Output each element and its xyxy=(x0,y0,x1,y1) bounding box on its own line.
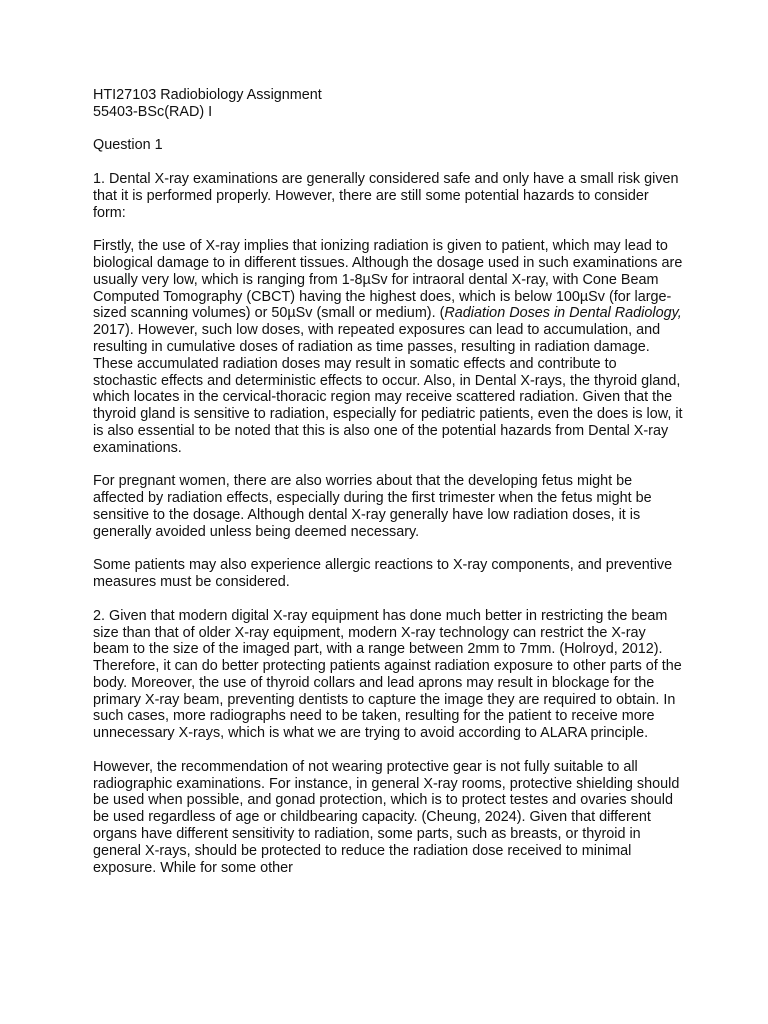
paragraph-hazards-intro: 1. Dental X-ray examinations are generally considered safe and only have a small risk given that it is performed properly. However, there are still some potential hazards to consider form: xyxy=(93,170,679,221)
course-title: HTI27103 Radiobiology Assignment xyxy=(93,87,322,103)
paragraph-beam-restriction: 2. Given that modern digital X-ray equipment has done much better in restricting the beam size than that of older X-ray equipment, modern X-ray technology can restrict the X-ray beam to the size of the imaged part, with a range between 2mm to 7mm. (Holroyd, 2012). Therefore, it can do better protecting patients against radiation exposure to other parts of the body. Moreover, the use of thyroid collars and lead aprons may result in blockage for the primary X-ray beam, preventing dentists to capture the image they are required to obtain. In such cases, more radiographs need to be taken, resulting for the patient to receive more unnecessary X-rays, which is what we are trying to avoid according to ALARA principle. xyxy=(93,607,682,742)
student-id: 55403-BSc(RAD) I xyxy=(93,103,213,120)
paragraph-text-part: 2017). However, such low doses, with repeated exposures can lead to accumulation, and resulting in cumulative doses of radiation as time passes, resulting in radiation damage. These accumulated radiation doses may result in somatic effects and contribute to stochastic effects and deterministic effects to occur. Also, in Dental X-rays, the thyroid gland, which locates in the cervical-thoracic region may receive scattered radiation. Given that the thyroid gland is sensitive to radiation, especially for pediatric patients, even the does is low, it is also essential to be noted that this is also one of the potential hazards from Dental X-ray examinations. xyxy=(93,322,683,456)
paragraph-pregnant-women: For pregnant women, there are also worries about that the developing fetus might be affected by radiation effects, especially during the first trimester when the fetus might be sensitive to the dosage. Although dental X-ray generally have low radiation doses, it is generally avoided unless being deemed necessary. xyxy=(93,473,652,540)
citation-italic: Radiation Doses in Dental Radiology, xyxy=(444,305,682,322)
paragraph-text-part: Firstly, the use of X-ray implies that ionizing radiation is given to patient, which may lead to biological damage to in different tissues. Although the dosage used in such examinations are usually very low, which is ranging from 1-8µSv for intraoral dental X-ray, with Cone Beam Computed Tomography (CBCT) having the highest does, which is below 100µSv (for large-sized scanning volumes) or 50µSv (small or medium). ( xyxy=(93,238,683,322)
question-heading: Question 1 xyxy=(93,137,163,154)
paragraph-ionizing-radiation xyxy=(93,238,683,456)
paragraph-allergic-reactions: Some patients may also experience allergic reactions to X-ray components, and preventive measures must be considered. xyxy=(93,557,673,591)
paragraph-protective-gear: However, the recommendation of not wearing protective gear is not fully suitable to all radiographic examinations. For instance, in general X-ray rooms, protective shielding should be used when possible, and gonad protection, which is to protect testes and ovaries should be used regardless of age or childbearing capacity. (Cheung, 2024). Given that different organs have different sensitivity to radiation, some parts, such as breasts, or thyroid in general X-rays, should be protected to reduce the radiation dose received to minimal exposure. While for some other xyxy=(93,758,680,876)
document-body xyxy=(93,87,683,893)
